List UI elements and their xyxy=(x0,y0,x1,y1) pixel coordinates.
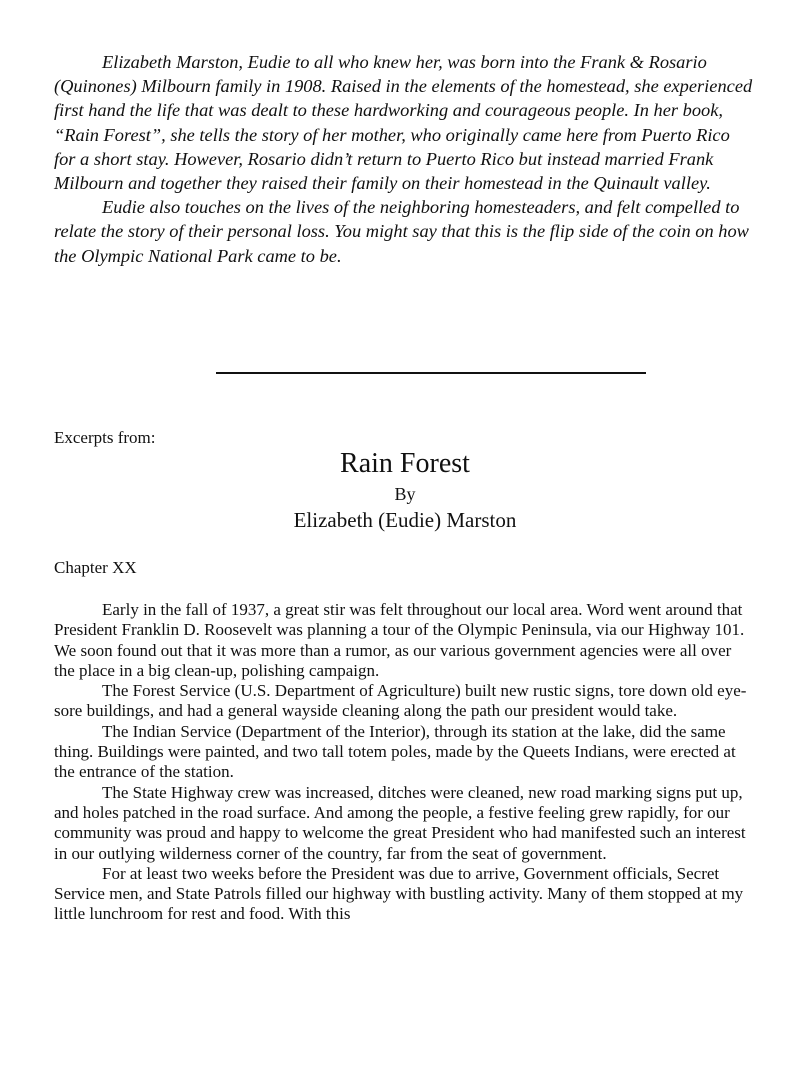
intro-section xyxy=(54,50,754,268)
body-paragraph-4: The State Highway crew was increased, ditches were cleaned, new road marking signs put up, and holes patched in the road surface. And among the people, a festive feeling grew rapidly, for our community was proud and happy to welcome the great President who had manifested such an interest in our outlying wilderness corner of the country, far from the seat of government. xyxy=(54,782,746,863)
chapter-body xyxy=(54,600,755,925)
body-paragraph-3: The Indian Service (Department of the Interior), through its station at the lake, did the same thing. Buildings were painted, and two tall totem poles, made by the Queets Indians, were erected at the entrance of the station. xyxy=(54,721,736,782)
excerpts-label: Excerpts from: xyxy=(54,428,156,447)
body-paragraph-2: The Forest Service (U.S. Department of Agriculture) built new rustic signs, tore down old eye-sore buildings, and had a general wayside cleaning along the path our president would take. xyxy=(54,681,747,721)
chapter-heading: Chapter XX xyxy=(54,558,137,577)
book-byline: By xyxy=(394,484,416,504)
body-paragraph-1: Early in the fall of 1937, a great stir was felt throughout our local area. Word went around that President Franklin D. Roosevelt was planning a tour of the Olympic Peninsula, via our Highway 101. We soon found out that it was more than a rumor, as our various government agencies were all over the place in a big clean-up, polishing campaign. xyxy=(54,600,745,680)
book-title: Rain Forest xyxy=(340,448,470,479)
body-paragraph-5: For at least two weeks before the President was due to arrive, Government officials, Secret Service men, and State Patrols filled our highway with bustling activity. Many of them stopped at my little lunchroom for rest and food. With this xyxy=(54,863,744,924)
intro-paragraph-1: Elizabeth Marston, Eudie to all who knew her, was born into the Frank & Rosario (Quinones) Milbourn family in 1908. Raised in the elements of the homestead, she experienced first hand the life that was dealt to these hardworking and courageous people. In her book, “Rain Forest”, she tells the story of her mother, who originally came here from Puerto Rico for a short stay. However, Rosario didn’t return to Puerto Rico but instead married Frank Milbourn and together they raised their family on their homestead in the Quinault valley. xyxy=(54,52,753,194)
book-author: Elizabeth (Eudie) Marston xyxy=(293,508,517,532)
intro-paragraph-2: Eudie also touches on the lives of the neighboring homesteaders, and felt compelled to relate the story of their personal loss. You might say that this is the flip side of the coin on how the Olympic National Park came to be. xyxy=(54,197,749,266)
section-divider xyxy=(216,372,646,374)
